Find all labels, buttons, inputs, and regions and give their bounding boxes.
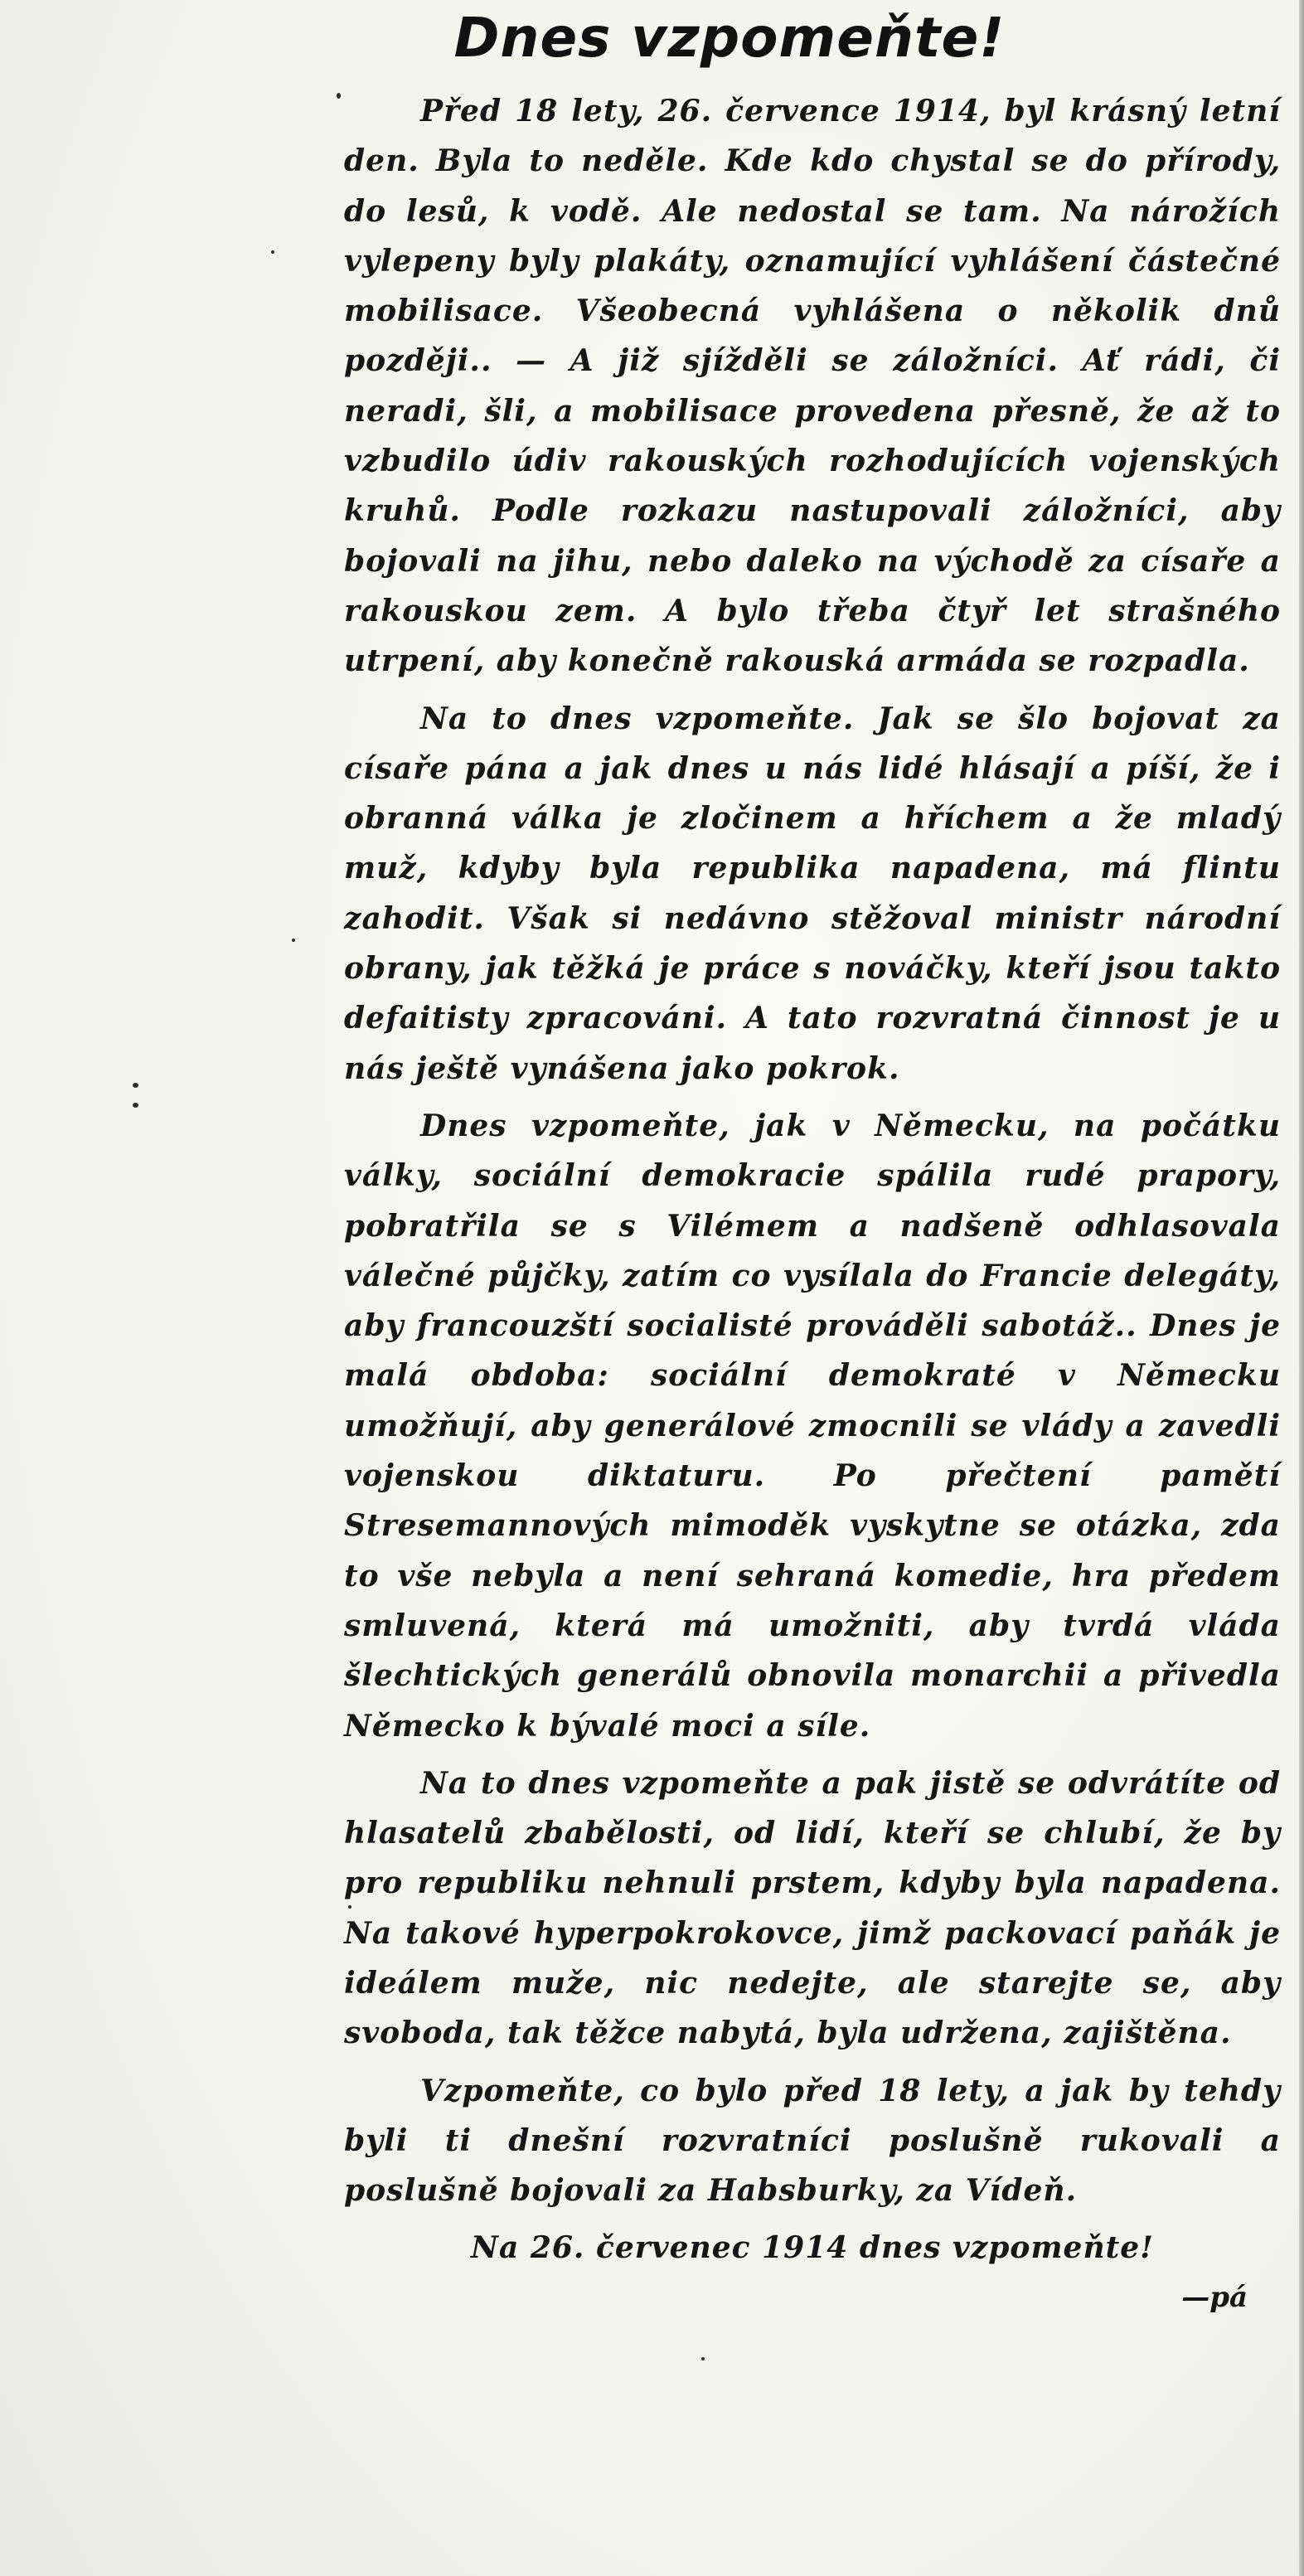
print-speck [271,250,274,254]
author-signature: —pá [1181,2280,1248,2314]
article-headline: Dnes vzpomeňte! [453,6,1006,70]
print-speck [292,939,295,942]
article-body [344,86,1281,2318]
article-paragraph-1: Před 18 lety, 26. července 1914, byl krásný letní den. Byla to neděle. Kde kdo chystal se do přírody, do lesů, k vodě. Ale nedostal se tam. Na nárožích vylepeny byly plakáty, oznamující vyhlášení částečné mobilisace. Všeobecná vyhlášena o několik dnů později.. — A již sjížděli se záložníci. Ať rádi, či neradi, šli, a mobilisace provedena přesně, že až to vzbudilo údiv rakouských rozhodujících vojenských kruhů. Podle rozkazu nastupovali záložníci, aby bojovali na jihu, nebo daleko na východě za císaře a rakouskou zem. A bylo třeba čtyř let strašného utrpení, aby konečně rakouská armáda se rozpadla. [344,94,1281,679]
article-paragraph-5: Vzpomeňte, co bylo před 18 lety, a jak by tehdy byli ti dnešní rozvratníci poslušně rukovali a poslušně bojovali za Habsburky, za Vídeň. [344,2073,1281,2209]
print-speck [701,2357,705,2360]
print-speck [133,1103,138,1108]
print-speck [133,1083,138,1088]
page-edge-shadow [1299,0,1304,2576]
article-paragraph-2: Na to dnes vzpomeňte. Jak se šlo bojovat za císaře pána a jak dnes u nás lidé hlásají a píší, že i obranná válka je zločinem a hříchem a že mladý muž, kdyby byla republika napadena, má flintu zahodit. Však si nedávno stěžoval ministr národní obrany, jak těžká je práce s nováčky, kteří jsou takto defaitisty zpracováni. A tato rozvratná činnost je u nás ještě vynášena jako pokrok. [344,701,1281,1086]
print-speck [337,93,341,99]
article-closing-line: Na 26. červenec 1914 dnes vzpomeňte! [471,2230,1154,2266]
article-paragraph-4: Na to dnes vzpomeňte a pak jistě se odvrátíte od hlasatelů zbabělosti, od lidí, kteří se chlubí, že by pro republiku nehnuli prstem, kdyby byla napadena. Na takové hyperpokrokovce, jimž packovací paňák je ideálem muže, nic nedejte, ale starejte se, aby svoboda, tak těžce nabytá, byla udržena, zajištěna. [344,1765,1281,2051]
article-paragraph-3: Dnes vzpomeňte, jak v Německu, na počátku války, sociální demokracie spálila rudé prapory, pobratřila se s Vilémem a nadšeně odhlasovala válečné půjčky, zatím co vysílala do Francie delegáty, aby francouzští socialisté prováděli sabotáž.. Dnes je malá obdoba: sociální demokraté v Německu umožňují, aby generálové zmocnili se vlády a zavedli vojenskou diktaturu. Po přečtení pamětí Stresemannových mimoděk vyskytne se otázka, zda to vše nebyla a není sehraná komedie, hra předem smluvená, která má umožniti, aby tvrdá vláda šlechtických generálů obnovila monarchii a přivedla Německo k bývalé moci a síle. [344,1108,1281,1744]
